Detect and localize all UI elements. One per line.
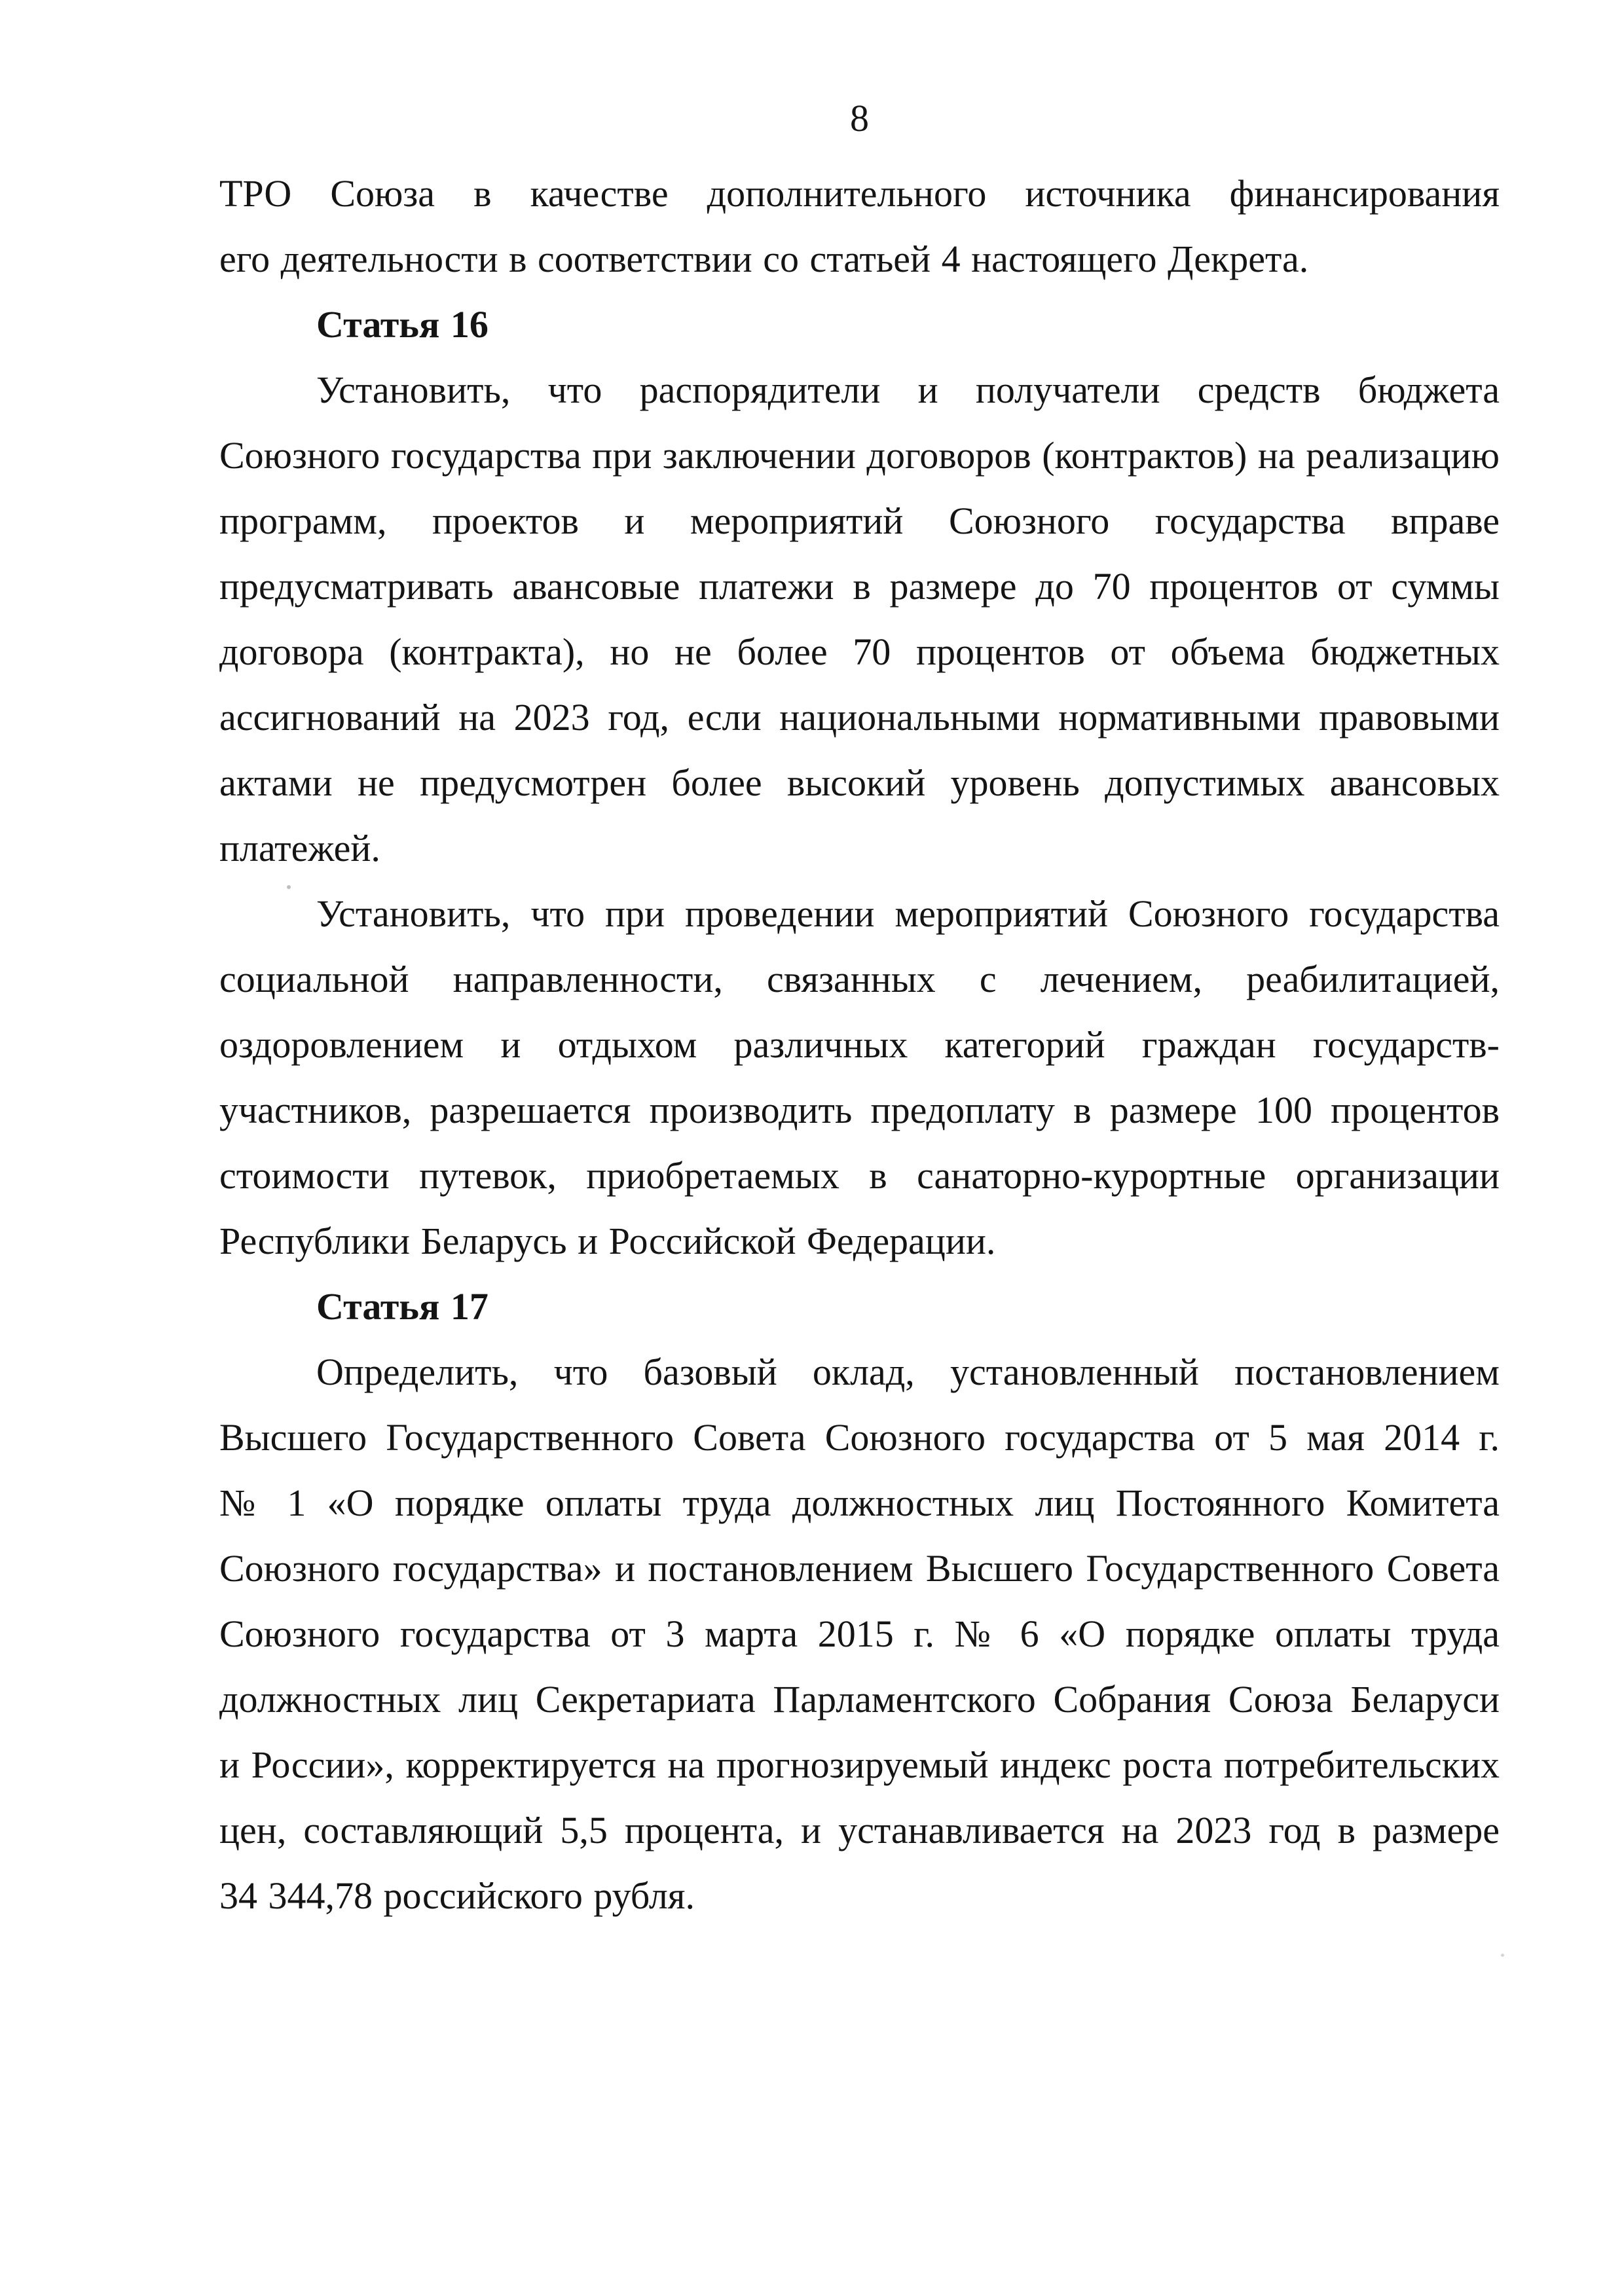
scan-speck [1501,1954,1504,1957]
text-line: цен, составляющий 5,5 процента, и устанавливается на 2023 год в размере [219,1809,1500,1851]
text-block [219,161,1500,1929]
text-line: оздоровлением и отдыхом различных категорий граждан государств- [219,1023,1500,1066]
text-line: № 1 «О порядке оплаты труда должностных лиц Постоянного Комитета [219,1482,1500,1524]
text-line: договора (контракта), но не более 70 процентов от объема бюджетных [219,630,1500,673]
scan-speck [287,885,291,889]
text-line: Союзного государства» и постановлением Высшего Государственного Совета [219,1547,1500,1590]
article-heading-16: Статья 16 [316,303,489,346]
text-line: и России», корректируется на прогнозируемый индекс роста потребительских [219,1743,1500,1786]
text-line: 34 344,78 российского рубля. [219,1874,695,1917]
text-line: предусматривать авансовые платежи в размере до 70 процентов от суммы [219,565,1500,608]
text-line: Союзного государства при заключении договоров (контрактов) на реализацию [219,434,1500,477]
text-line: Республики Беларусь и Российской Федерации. [219,1220,996,1262]
text-line: ТРО Союза в качестве дополнительного источника финансирования [219,172,1500,215]
text-line: актами не предусмотрен более высокий уровень допустимых авансовых [219,761,1500,804]
article-heading-17: Статья 17 [316,1285,489,1328]
text-line: участников, разрешается производить предоплату в размере 100 процентов [219,1089,1500,1131]
text-line: Установить, что при проведении мероприятий Союзного государства [316,892,1500,935]
text-line: его деятельности в соответствии со статьей 4 настоящего Декрета. [219,238,1309,280]
page-number: 8 [850,97,869,139]
text-line: Высшего Государственного Совета Союзного государства от 5 мая 2014 г. [219,1416,1500,1459]
text-line: платежей. [219,827,380,869]
text-line: социальной направленности, связанных с лечением, реабилитацией, [219,958,1500,1000]
text-line: стоимости путевок, приобретаемых в санаторно-курортные организации [219,1154,1500,1197]
text-line: Союзного государства от 3 марта 2015 г. № 6 «О порядке оплаты труда [219,1613,1500,1655]
text-line: ассигнований на 2023 год, если национальными нормативными правовыми [219,696,1500,738]
text-line: должностных лиц Секретариата Парламентского Собрания Союза Беларуси [219,1678,1500,1721]
text-line: программ, проектов и мероприятий Союзного государства вправе [219,500,1500,542]
text-line: Установить, что распорядители и получатели средств бюджета [316,369,1500,411]
text-line: Определить, что базовый оклад, установленный постановлением [316,1351,1500,1393]
